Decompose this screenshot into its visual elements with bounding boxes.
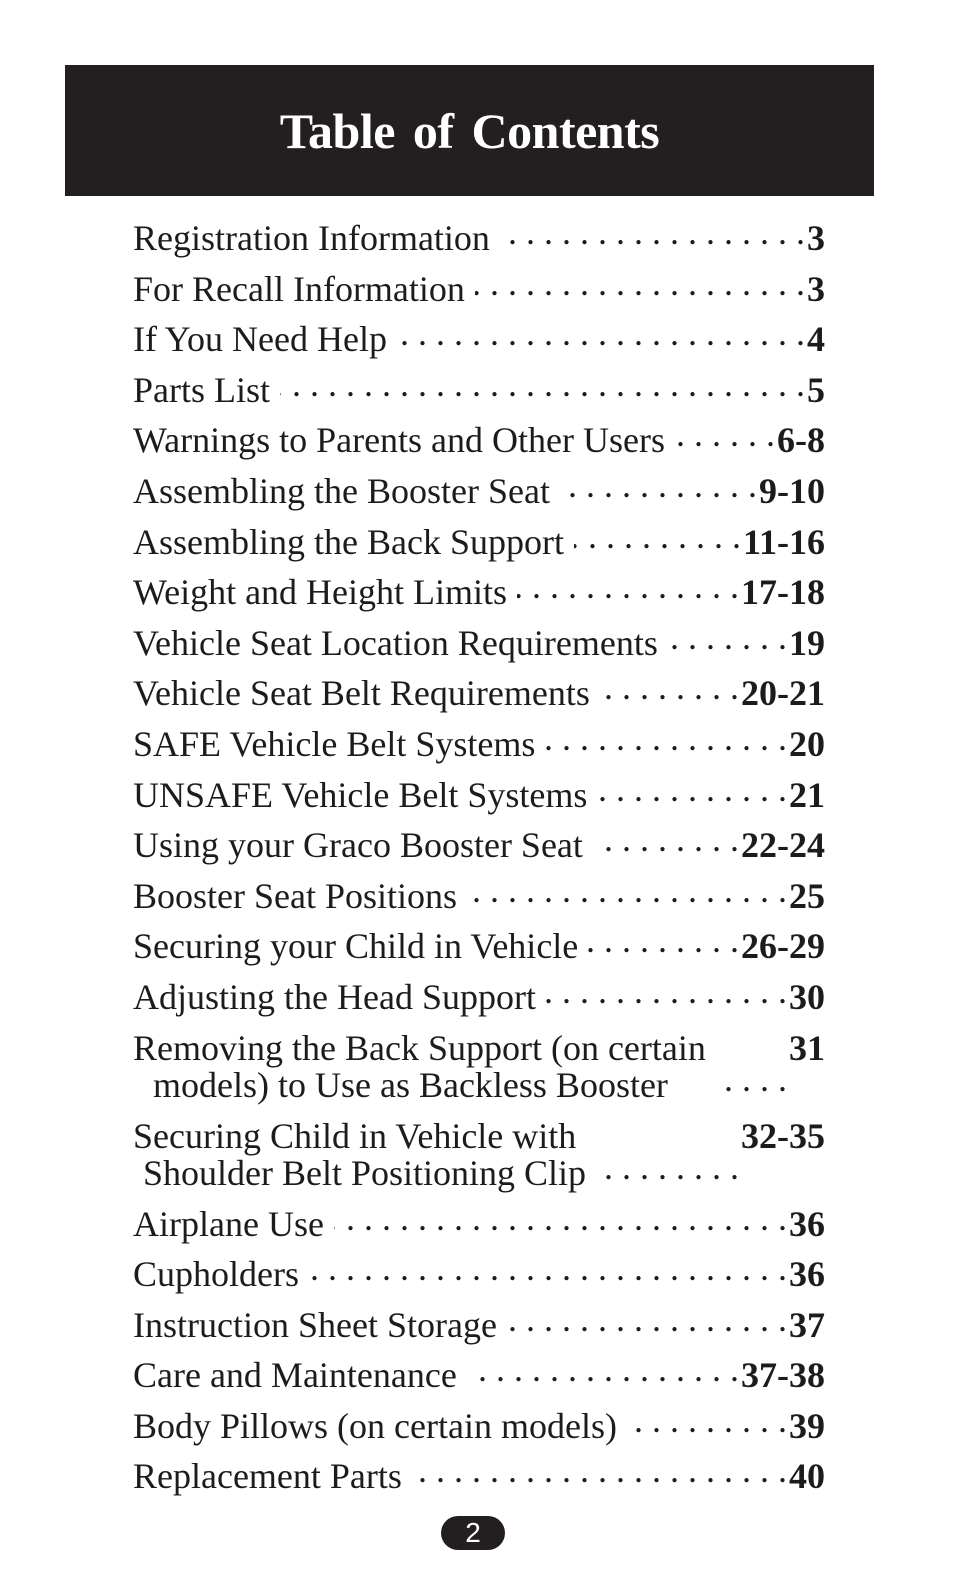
toc-entry-page: 37 — [789, 1304, 825, 1345]
table-of-contents — [133, 213, 825, 1502]
toc-entry-title — [133, 1115, 587, 1193]
toc-entry-page: 25 — [789, 875, 825, 916]
toc-entry-title: Booster Seat Positions — [133, 875, 458, 916]
dot-leader — [545, 730, 787, 770]
toc-entry[interactable] — [133, 213, 825, 264]
toc-entry-page: 22-24 — [741, 825, 825, 866]
toc-entry-title — [133, 1027, 706, 1105]
dot-leader — [588, 932, 739, 972]
toc-entry-page: 4 — [807, 319, 825, 360]
toc-entry[interactable] — [133, 1350, 825, 1401]
dot-leader — [475, 274, 805, 314]
toc-entry-page: 6-8 — [777, 420, 825, 461]
toc-entry-title: For Recall Information — [133, 268, 465, 309]
toc-entry-page: 20-21 — [741, 673, 825, 714]
dot-leader — [596, 1152, 739, 1192]
dot-leader — [593, 831, 739, 871]
toc-entry[interactable] — [133, 1401, 825, 1452]
toc-entry[interactable] — [133, 820, 825, 871]
toc-entry-title: Vehicle Seat Location Requirements — [133, 622, 658, 663]
dot-leader — [309, 1260, 787, 1300]
toc-entry-title: Cupholders — [133, 1254, 299, 1295]
toc-entry[interactable] — [133, 365, 825, 416]
dot-leader — [412, 1462, 787, 1502]
toc-entry-page: 11-16 — [742, 521, 825, 562]
toc-entry-page: 36 — [789, 1254, 825, 1295]
page-title: Table of Contents — [279, 102, 660, 159]
dot-leader — [280, 375, 805, 415]
toc-entry[interactable] — [133, 1249, 825, 1300]
dot-leader — [668, 628, 787, 668]
toc-entry-title: Parts List — [133, 369, 271, 410]
toc-entry-title: If You Need Help — [133, 319, 387, 360]
dot-leader — [574, 527, 741, 567]
toc-entry-page: 9-10 — [759, 470, 825, 511]
toc-entry-title: Instruction Sheet Storage — [133, 1304, 497, 1345]
toc-entry[interactable] — [133, 719, 825, 770]
toc-entry-page: 26-29 — [741, 926, 825, 967]
toc-entry[interactable] — [133, 567, 825, 618]
toc-entry-page: 3 — [807, 268, 825, 309]
toc-entry-title: Assembling the Booster Seat — [133, 470, 550, 511]
dot-leader — [627, 1411, 787, 1451]
toc-entry-page: 32-35 — [741, 1115, 825, 1156]
toc-entry-title: Weight and Height Limits — [133, 572, 508, 613]
toc-entry[interactable] — [133, 415, 825, 466]
toc-entry[interactable] — [133, 466, 825, 517]
toc-entry-title: Vehicle Seat Belt Requirements — [133, 673, 590, 714]
toc-entry[interactable] — [133, 1451, 825, 1502]
dot-leader — [334, 1209, 787, 1249]
dot-leader — [597, 780, 787, 820]
dot-leader — [467, 881, 787, 921]
toc-entry-page: 19 — [789, 622, 825, 663]
toc-entry-title: Securing your Child in Vehicle — [133, 926, 579, 967]
toc-entry-title: UNSAFE Vehicle Belt Systems — [133, 774, 588, 815]
toc-entry-title: SAFE Vehicle Belt Systems — [133, 723, 536, 764]
toc-entry-page: 21 — [789, 774, 825, 815]
toc-entry-page: 5 — [807, 369, 825, 410]
toc-entry[interactable] — [133, 770, 825, 821]
toc-entry-page: 36 — [789, 1203, 825, 1244]
toc-entry-page: 17-18 — [741, 572, 825, 613]
dot-leader — [500, 224, 805, 264]
toc-entry-title: Warnings to Parents and Other Users — [133, 420, 665, 461]
toc-entry-page: 30 — [789, 976, 825, 1017]
toc-entry-title: Care and Maintenance — [133, 1355, 457, 1396]
dot-leader — [675, 426, 775, 466]
toc-entry-title: Using your Graco Booster Seat — [133, 825, 583, 866]
toc-entry[interactable] — [133, 517, 825, 568]
toc-entry-page: 39 — [789, 1405, 825, 1446]
toc-entry[interactable] — [133, 314, 825, 365]
toc-entry[interactable] — [133, 972, 825, 1023]
toc-entry[interactable] — [133, 668, 825, 719]
dot-leader — [467, 1361, 739, 1401]
dot-leader — [507, 1310, 787, 1350]
toc-entry-title: Airplane Use — [133, 1203, 324, 1244]
toc-entry-title-line2: models) to Use as Backless Booster — [153, 1064, 668, 1105]
toc-entry-title-line2: Shoulder Belt Positioning Clip — [143, 1152, 587, 1193]
header-bar — [65, 65, 874, 196]
toc-entry[interactable] — [133, 921, 825, 972]
toc-entry-title: Replacement Parts — [133, 1456, 402, 1497]
toc-entry[interactable] — [133, 1199, 825, 1250]
toc-entry-title: Adjusting the Head Support — [133, 976, 536, 1017]
toc-entry-page: 37-38 — [741, 1355, 825, 1396]
toc-entry[interactable] — [133, 1300, 825, 1351]
toc-entry-title-line1: Removing the Back Support (on certain — [133, 1027, 706, 1068]
toc-entry[interactable] — [133, 871, 825, 922]
toc-entry-title: Assembling the Back Support — [133, 521, 564, 562]
toc-entry[interactable] — [133, 1111, 825, 1199]
dot-leader — [546, 983, 787, 1023]
toc-entry-page: 20 — [789, 723, 825, 764]
dot-leader — [560, 477, 757, 517]
toc-entry[interactable] — [133, 264, 825, 315]
dot-leader — [517, 578, 739, 618]
toc-entry-page: 40 — [789, 1456, 825, 1497]
toc-entry-title: Registration Information — [133, 218, 490, 258]
dot-leader — [397, 325, 805, 365]
toc-entry[interactable] — [133, 1023, 825, 1111]
toc-entry[interactable] — [133, 618, 825, 669]
page-number-badge: 2 — [441, 1516, 505, 1550]
toc-entry-page: 3 — [807, 218, 825, 258]
toc-entry-title-line1: Securing Child in Vehicle with — [133, 1115, 577, 1156]
dot-leader — [600, 679, 739, 719]
toc-entry-title: Body Pillows (on certain models) — [133, 1405, 617, 1446]
toc-entry-page: 31 — [789, 1027, 825, 1068]
dot-leader — [716, 1064, 787, 1104]
